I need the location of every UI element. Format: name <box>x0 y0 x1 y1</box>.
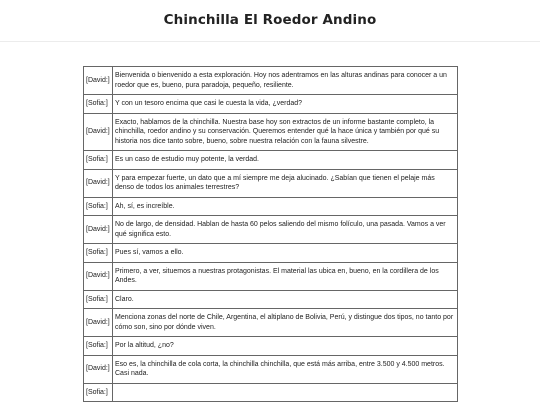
utterance-text: Y con un tesoro encima que casi le cuesta la vida, ¿verdad? <box>113 95 458 114</box>
speaker-label: [David:] <box>84 355 113 383</box>
utterance-text: No de largo, de densidad. Hablan de hasta 60 pelos saliendo del mismo folículo, una pasada. Vamos a ver qué significa esto. <box>113 216 458 244</box>
transcript-row <box>84 383 458 402</box>
utterance-text: Pues sí, vamos a ello. <box>113 244 458 263</box>
transcript-row <box>84 169 458 197</box>
speaker-label: [David:] <box>84 67 113 95</box>
utterance-text: Eso es, la chinchilla de cola corta, la chinchilla chinchilla, que está más arriba, entre 3.500 y 4.500 metros. Casi nada. <box>113 355 458 383</box>
speaker-label: [Sofia:] <box>84 244 113 263</box>
speaker-label: [David:] <box>84 169 113 197</box>
transcript-row <box>84 95 458 114</box>
transcript-row <box>84 67 458 95</box>
transcript-table <box>83 66 458 402</box>
transcript-row <box>84 151 458 170</box>
speaker-label: [Sofia:] <box>84 337 113 356</box>
transcript-row <box>84 113 458 151</box>
transcript-row <box>84 216 458 244</box>
speaker-label: [David:] <box>84 216 113 244</box>
utterance-text: Por la altitud, ¿no? <box>113 337 458 356</box>
utterance-text <box>113 383 458 402</box>
speaker-label: [David:] <box>84 309 113 337</box>
transcript-row <box>84 309 458 337</box>
utterance-text: Ah, sí, es increíble. <box>113 197 458 216</box>
transcript-row <box>84 290 458 309</box>
utterance-text: Es un caso de estudio muy potente, la verdad. <box>113 151 458 170</box>
utterance-text: Claro. <box>113 290 458 309</box>
utterance-text: Y para empezar fuerte, un dato que a mí siempre me deja alucinado. ¿Sabían que tienen el pelaje más denso de todos los animales terrestres? <box>113 169 458 197</box>
transcript-body <box>84 67 458 402</box>
transcript-row <box>84 244 458 263</box>
speaker-label: [Sofia:] <box>84 95 113 114</box>
speaker-label: [Sofia:] <box>84 151 113 170</box>
page-header <box>0 0 540 42</box>
page-title: Chinchilla El Roedor Andino <box>163 12 377 28</box>
speaker-label: [Sofia:] <box>84 290 113 309</box>
transcript-row <box>84 262 458 290</box>
speaker-label: [Sofia:] <box>84 383 113 402</box>
transcript-row <box>84 355 458 383</box>
utterance-text: Exacto, hablamos de la chinchilla. Nuestra base hoy son extractos de un informe bastante completo, la chinchilla, roedor andino y su conservación. Queremos entender qué la hace única y también por qué su historia nos dice tanto sobre, bueno, sobre nuestra relación con la fauna silvestre. <box>113 113 458 151</box>
transcript-row <box>84 197 458 216</box>
speaker-label: [David:] <box>84 113 113 151</box>
utterance-text: Menciona zonas del norte de Chile, Argentina, el altiplano de Bolivia, Perú, y distingue dos tipos, no tanto por cómo son, sino por dónde viven. <box>113 309 458 337</box>
utterance-text: Bienvenida o bienvenido a esta exploración. Hoy nos adentramos en las alturas andinas para conocer a un roedor que es, bueno, pura paradoja, pequeño, resiliente. <box>113 67 458 95</box>
speaker-label: [David:] <box>84 262 113 290</box>
transcript-row <box>84 337 458 356</box>
speaker-label: [Sofia:] <box>84 197 113 216</box>
utterance-text: Primero, a ver, situemos a nuestras protagonistas. El material las ubica en, bueno, en la cordillera de los Andes. <box>113 262 458 290</box>
